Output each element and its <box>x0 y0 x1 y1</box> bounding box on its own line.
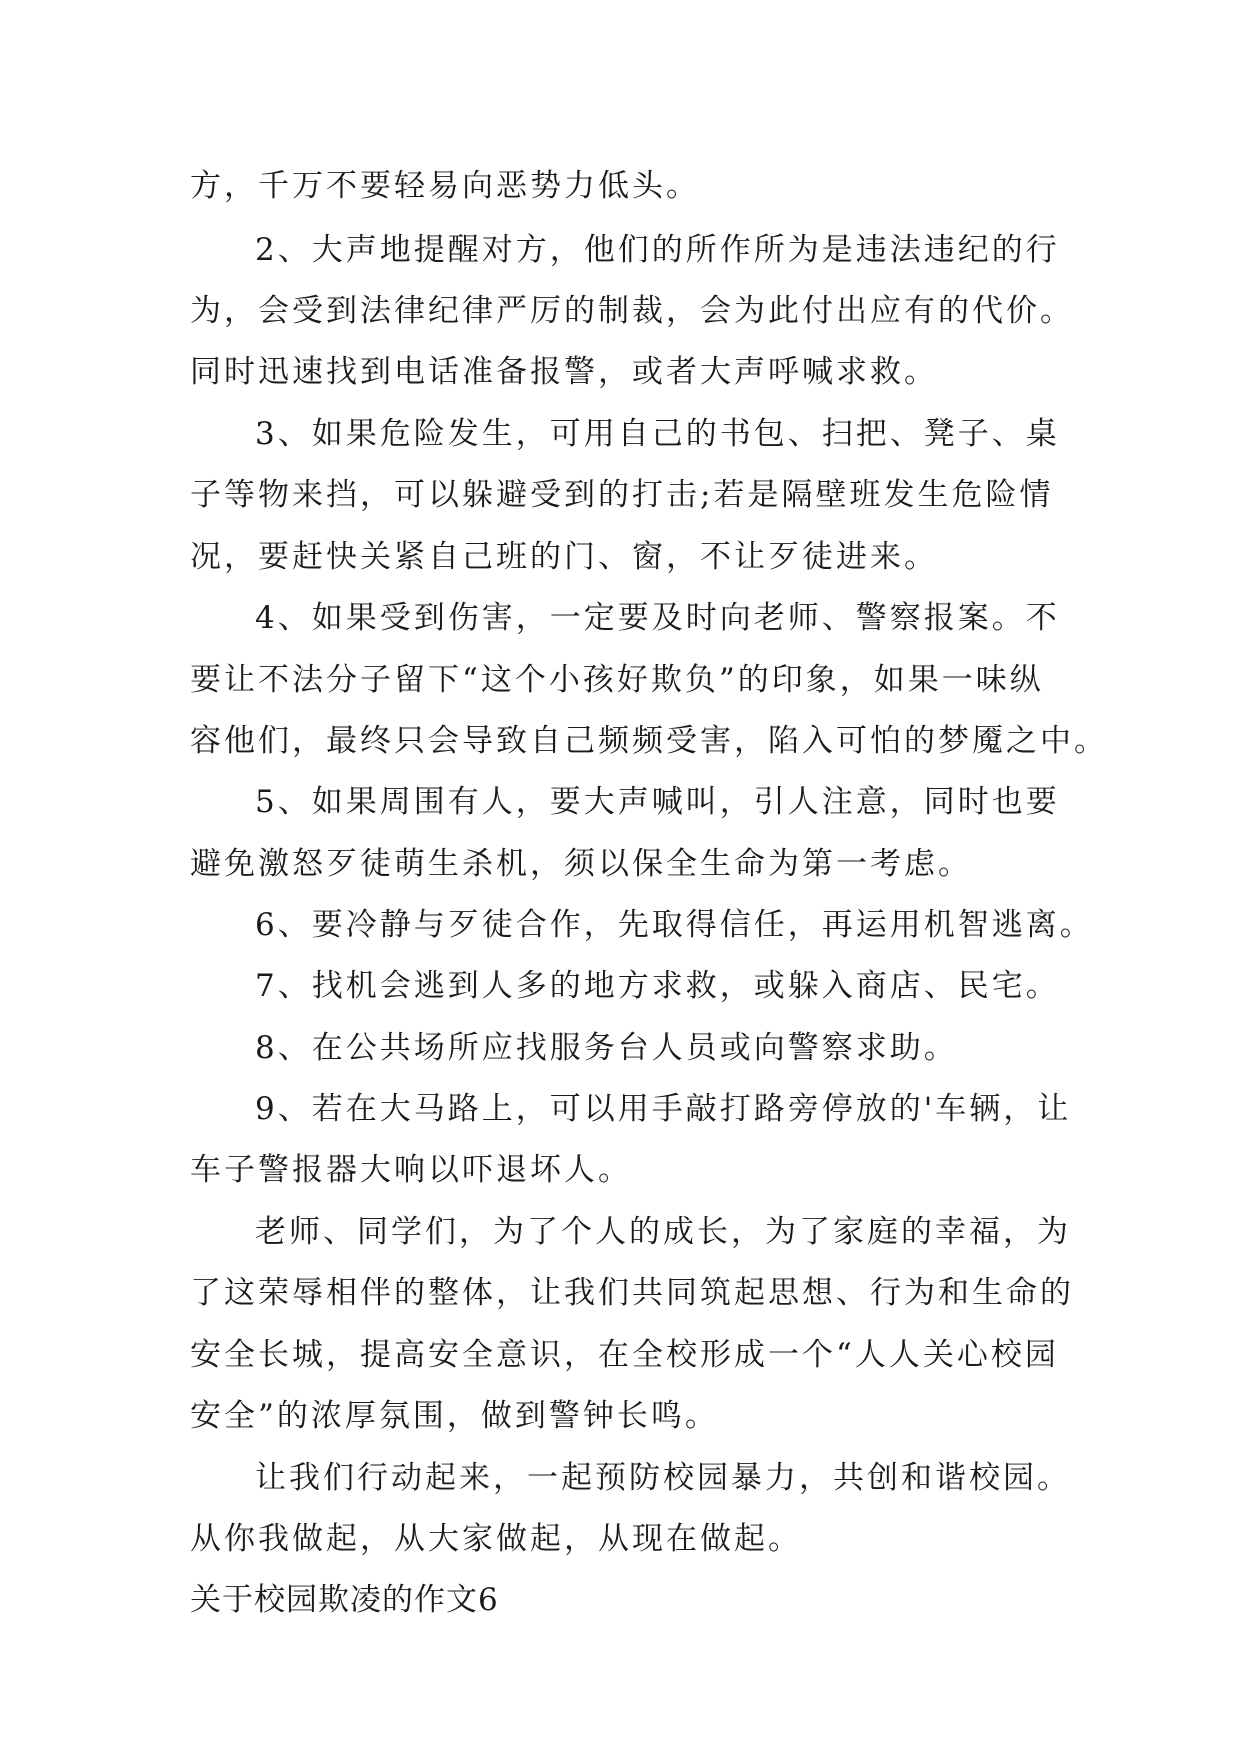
text-line: 从你我做起，从大家做起，从现在做起。 <box>190 1521 802 1557</box>
text-line: 老师、同学们，为了个人的成长，为了家庭的幸福，为 <box>255 1214 1071 1250</box>
text-line: 5、如果周围有人，要大声喊叫，引人注意，同时也要 <box>255 784 1060 820</box>
text-line: 容他们，最终只会导致自己频频受害，陷入可怕的梦魇之中。 <box>190 723 1108 759</box>
text-line: 9、若在大马路上，可以用手敲打路旁停放的'车辆，让 <box>255 1091 1072 1127</box>
text-line: 7、找机会逃到人多的地方求救，或躲入商店、民宅。 <box>255 968 1060 1004</box>
text-line: 要让不法分子留下“这个小孩好欺负”的印象，如果一味纵 <box>190 662 1044 698</box>
text-line: 为，会受到法律纪律严厉的制裁，会为此付出应有的代价。 <box>190 293 1074 329</box>
section-heading: 关于校园欺凌的作文6 <box>190 1582 499 1618</box>
text-line: 安全”的浓厚氛围，做到警钟长鸣。 <box>190 1398 719 1434</box>
text-line: 4、如果受到伤害，一定要及时向老师、警察报案。不 <box>255 600 1060 636</box>
text-line: 子等物来挡，可以躲避受到的打击;若是隔壁班发生危险情 <box>190 477 1054 513</box>
text-line: 车子警报器大响以吓退坏人。 <box>190 1152 632 1188</box>
text-line: 避免激怒歹徒萌生杀机，须以保全生命为第一考虑。 <box>190 846 972 882</box>
text-line: 同时迅速找到电话准备报警，或者大声呼喊求救。 <box>190 354 938 390</box>
text-line: 安全长城，提高安全意识，在全校形成一个“人人关心校园 <box>190 1337 1059 1373</box>
text-line: 3、如果危险发生，可用自己的书包、扫把、凳子、桌 <box>255 416 1060 452</box>
text-line: 2、大声地提醒对方，他们的所作所为是违法违纪的行 <box>255 232 1060 268</box>
text-line: 况，要赶快关紧自己班的门、窗，不让歹徒进来。 <box>190 539 938 575</box>
text-line: 8、在公共场所应找服务台人员或向警察求助。 <box>255 1030 958 1066</box>
text-line: 了这荣辱相伴的整体，让我们共同筑起思想、行为和生命的 <box>190 1275 1074 1311</box>
text-line: 6、要冷静与歹徒合作，先取得信任，再运用机智逃离。 <box>255 907 1094 943</box>
text-line: 让我们行动起来，一起预防校园暴力，共创和谐校园。 <box>255 1460 1071 1496</box>
text-line: 方，千万不要轻易向恶势力低头。 <box>190 168 700 204</box>
